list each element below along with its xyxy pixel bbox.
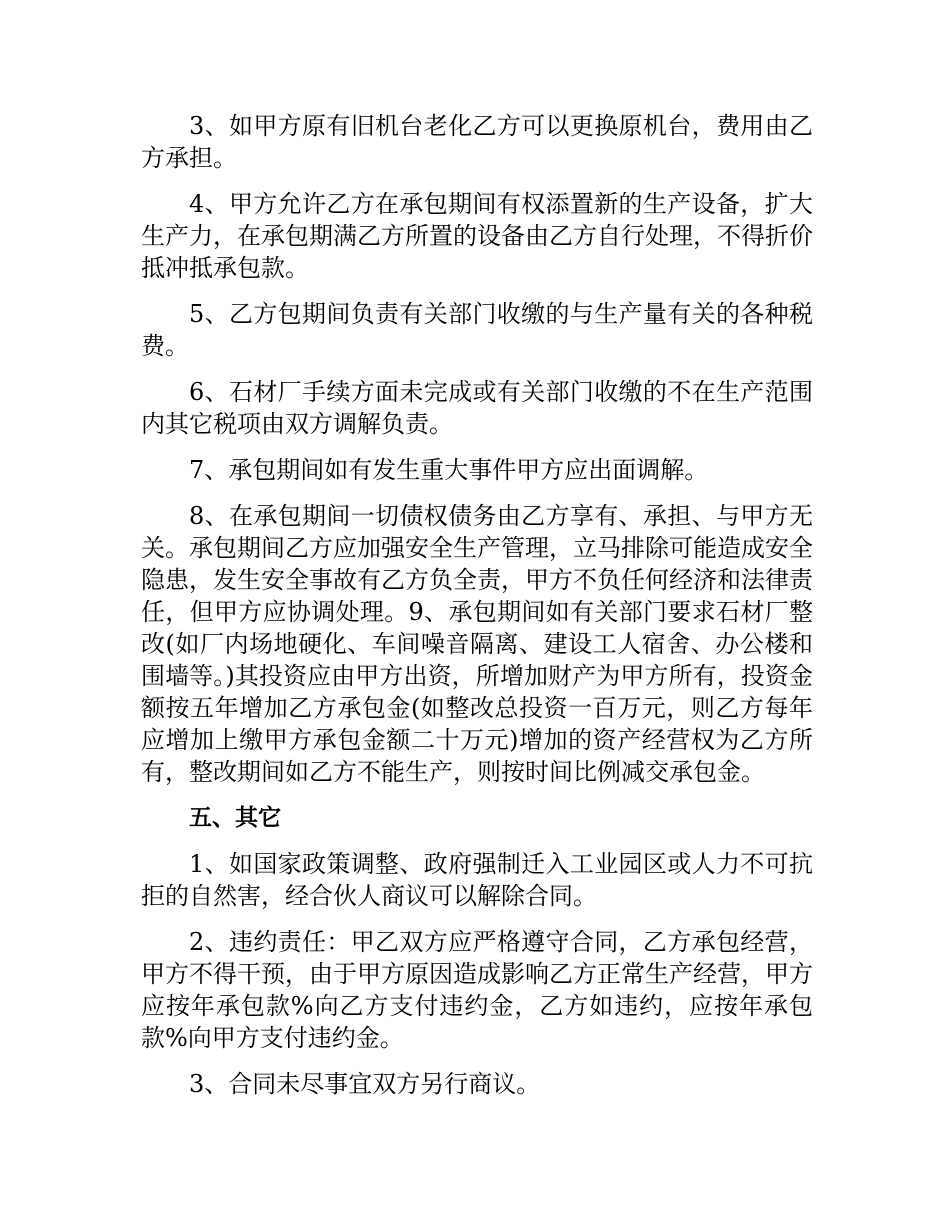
- paragraph-other-1: 1、如国家政策调整、政府强制迁入工业园区或人力不可抗拒的自然害，经合伙人商议可以解除合同。: [141, 850, 813, 910]
- document-page: [141, 110, 813, 1114]
- paragraph-clause-6: 6、石材厂手续方面未完成或有关部门收缴的不在生产范围内其它税项由双方调解负责。: [141, 378, 813, 438]
- paragraph-clause-8: 8、在承包期间一切债权债务由乙方享有、承担、与甲方无关。承包期间乙方应加强安全生产管理，立马排除可能造成安全隐患，发生安全事故有乙方负全责，甲方不负任何经济和法律责任，但甲方应协调处理。9、承包期间如有关部门要求石材厂整改(如厂内场地硬化、车间噪音隔离、建设工人宿舍、办公楼和围墙等。)其投资应由甲方出资，所增加财产为甲方所有，投资金额按五年增加乙方承包金(如整改总投资一百万元，则乙方每年应增加上缴甲方承包金额二十万元)增加的资产经营权为乙方所有，整改期间如乙方不能生产，则按时间比例减交承包金。: [141, 502, 813, 786]
- paragraph-clause-7: 7、承包期间如有发生重大事件甲方应出面调解。: [189, 456, 709, 484]
- paragraph-other-2: 2、违约责任：甲乙双方应严格遵守合同，乙方承包经营，甲方不得干预，由于甲方原因造成影响乙方正常生产经营，甲方应按年承包款%向乙方支付违约金，乙方如违约，应按年承包款%向甲方支付违约金。: [141, 928, 813, 1052]
- section-heading: 五、其它: [189, 805, 281, 831]
- paragraph-clause-5: 5、乙方包期间负责有关部门收缴的与生产量有关的各种税费。: [141, 300, 813, 360]
- paragraph-other-3: 3、合同未尽事宜双方另行商议。: [189, 1070, 541, 1098]
- paragraph-clause-3: 3、如甲方原有旧机台老化乙方可以更换原机台，费用由乙方承担。: [141, 112, 813, 172]
- paragraph-clause-4: 4、甲方允许乙方在承包期间有权添置新的生产设备，扩大生产力，在承包期满乙方所置的设备由乙方自行处理，不得折价抵冲抵承包款。: [141, 190, 813, 282]
